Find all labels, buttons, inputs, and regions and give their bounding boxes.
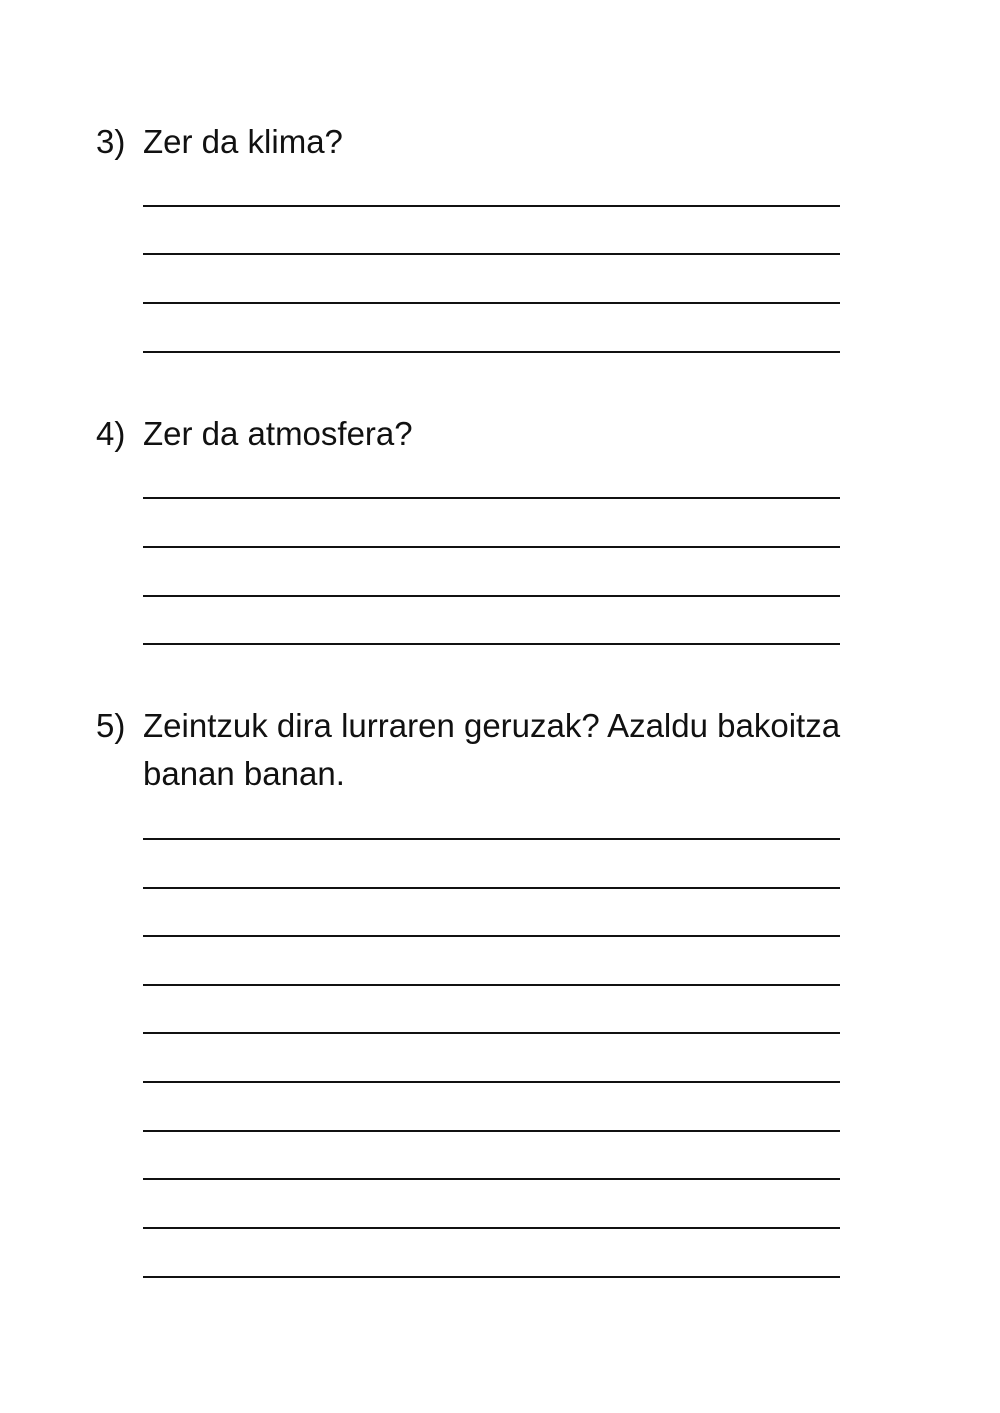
- question-text: Zer da klima?: [143, 123, 343, 160]
- question-3: [96, 118, 876, 166]
- answer-line[interactable]: [143, 595, 840, 597]
- answer-line[interactable]: [143, 1276, 840, 1278]
- answer-line[interactable]: [143, 887, 840, 889]
- answer-line[interactable]: [143, 546, 840, 548]
- answer-line[interactable]: [143, 1178, 840, 1180]
- answer-line[interactable]: [143, 984, 840, 986]
- answer-line[interactable]: [143, 1227, 840, 1229]
- answer-line[interactable]: [143, 205, 840, 207]
- answer-line[interactable]: [143, 838, 840, 840]
- answer-line[interactable]: [143, 497, 840, 499]
- answer-line[interactable]: [143, 1081, 840, 1083]
- question-text: Zer da atmosfera?: [143, 415, 413, 452]
- answer-line[interactable]: [143, 935, 840, 937]
- question-text: Zeintzuk dira lurraren geruzak? Azaldu bakoitza banan banan.: [143, 707, 841, 792]
- question-number: 4): [96, 415, 126, 452]
- question-4: [96, 410, 876, 458]
- answer-line[interactable]: [143, 1130, 840, 1132]
- question-number: 3): [96, 123, 126, 160]
- answer-line[interactable]: [143, 1032, 840, 1034]
- answer-line[interactable]: [143, 351, 840, 353]
- answer-line[interactable]: [143, 302, 840, 304]
- question-number: 5): [96, 707, 126, 744]
- question-5: [96, 702, 876, 798]
- answer-line[interactable]: [143, 253, 840, 255]
- answer-line[interactable]: [143, 643, 840, 645]
